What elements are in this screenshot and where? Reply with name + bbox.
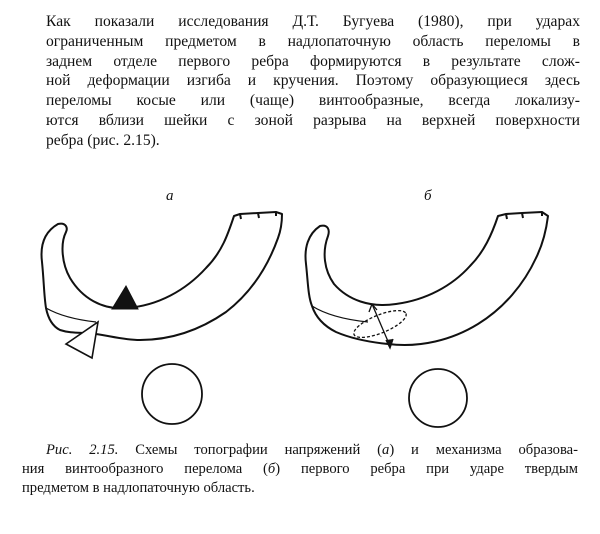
caption-text: ния винтообразного перелома ( (22, 460, 268, 477)
impact-object-b (409, 369, 467, 427)
paragraph-line: переломы косые или (чаще) винтообразные, всегда локализу- (46, 92, 580, 110)
rib-b-outline (306, 212, 548, 345)
tension-marker-open (66, 322, 98, 358)
body-paragraph (22, 12, 580, 151)
caption-letter-a: а (382, 442, 390, 458)
impact-object-a (142, 364, 202, 424)
caption-line-3: предметом в надлопаточную область. (22, 479, 255, 496)
caption-text: ) первого ребра при ударе твердым (275, 460, 578, 477)
caption-figure-ref: Рис. 2.15. (46, 442, 119, 458)
caption-text: Схемы топографии напряжений ( (118, 442, 383, 458)
paragraph-line: заднем отделе первого ребра формируются в результате слож- (46, 52, 580, 70)
rib-a-outline (42, 212, 282, 340)
caption-line-2 (22, 460, 578, 479)
figure-2-15 (0, 180, 600, 430)
spiral-fracture-marker (351, 304, 410, 348)
panel-a-label: а (166, 188, 174, 204)
paragraph-line: ются вблизи шейки с зоной разрыва на верхней поверхности (46, 111, 580, 129)
rib-diagram-a (42, 212, 282, 340)
paragraph-line: ребра (рис. 2.15). (46, 131, 160, 149)
caption-line-1 (22, 441, 578, 460)
panel-b-label: б (424, 188, 432, 204)
paragraph-line: ной деформации изгиба и кручения. Поэтому образующиеся здесь (46, 72, 580, 90)
paragraph-line: ограниченным предметом в надлопаточную область переломы в (46, 32, 580, 50)
rib-diagram-b (306, 212, 548, 345)
caption-text: ) и механизма образова- (389, 442, 578, 458)
rib-a-lower-contour (46, 308, 96, 322)
figure-caption (22, 441, 578, 497)
paragraph-line: Как показали исследования Д.Т. Бугуева (1980), при ударах (46, 13, 580, 30)
compression-marker-filled (112, 286, 138, 309)
caption-letter-b: б (267, 460, 276, 477)
